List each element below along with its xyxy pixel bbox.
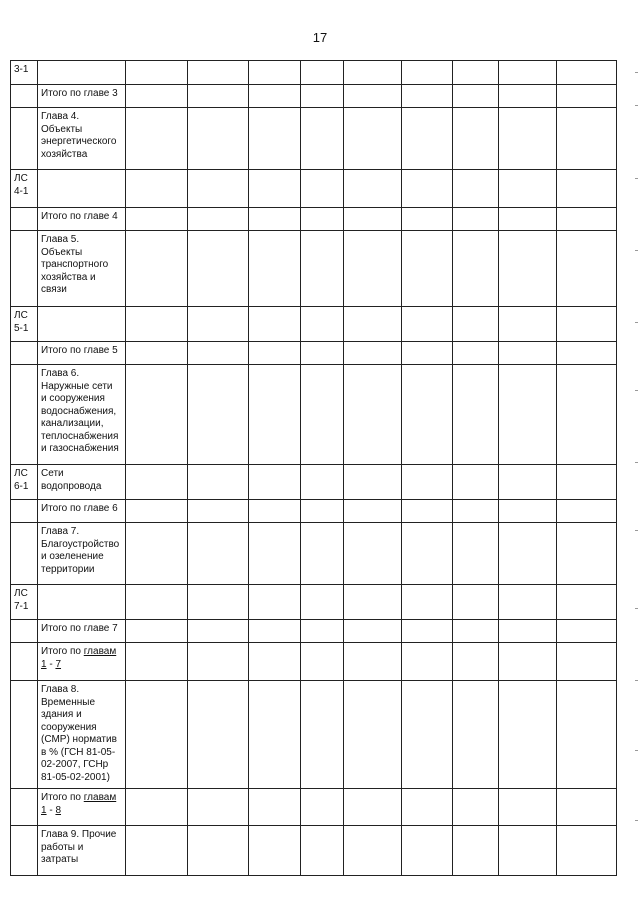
empty-value-cell bbox=[301, 826, 344, 876]
empty-value-cell bbox=[402, 208, 453, 231]
empty-value-cell bbox=[499, 61, 557, 85]
empty-value-cell bbox=[402, 789, 453, 826]
empty-value-cell bbox=[188, 342, 249, 365]
empty-value-cell bbox=[188, 365, 249, 465]
item-name-part: - bbox=[46, 804, 56, 816]
item-name-part: 1 bbox=[41, 658, 47, 670]
empty-value-cell bbox=[249, 61, 301, 85]
empty-value-cell bbox=[301, 465, 344, 500]
estimate-code-cell bbox=[11, 108, 38, 170]
estimate-code-cell: ЛС 7-1 bbox=[11, 585, 38, 620]
empty-value-cell bbox=[453, 585, 499, 620]
empty-value-cell bbox=[249, 643, 301, 681]
estimate-code-cell bbox=[11, 789, 38, 826]
table-row bbox=[11, 61, 617, 85]
empty-value-cell bbox=[126, 365, 188, 465]
empty-value-cell bbox=[402, 465, 453, 500]
empty-value-cell bbox=[453, 826, 499, 876]
empty-value-cell bbox=[344, 826, 402, 876]
empty-value-cell bbox=[126, 342, 188, 365]
estimate-code-cell bbox=[11, 365, 38, 465]
empty-value-cell bbox=[402, 826, 453, 876]
empty-value-cell bbox=[453, 643, 499, 681]
table-row bbox=[11, 500, 617, 523]
empty-value-cell bbox=[557, 365, 617, 465]
empty-value-cell bbox=[126, 681, 188, 789]
empty-value-cell bbox=[301, 108, 344, 170]
item-name-part: главам bbox=[83, 646, 117, 657]
empty-value-cell bbox=[344, 365, 402, 465]
empty-value-cell bbox=[344, 208, 402, 231]
empty-value-cell bbox=[499, 108, 557, 170]
empty-value-cell bbox=[499, 523, 557, 585]
empty-value-cell bbox=[557, 500, 617, 523]
table-body bbox=[11, 61, 617, 876]
table-row bbox=[11, 208, 617, 231]
empty-value-cell bbox=[499, 170, 557, 208]
empty-value-cell bbox=[557, 61, 617, 85]
table-row bbox=[11, 231, 617, 307]
empty-value-cell bbox=[499, 231, 557, 307]
scan-edge-marks bbox=[633, 60, 640, 880]
empty-value-cell bbox=[301, 307, 344, 342]
empty-value-cell bbox=[126, 231, 188, 307]
empty-value-cell bbox=[344, 789, 402, 826]
estimate-code-cell bbox=[11, 523, 38, 585]
item-name-cell: Итого по главе 7 bbox=[38, 620, 126, 643]
empty-value-cell bbox=[126, 643, 188, 681]
empty-value-cell bbox=[402, 108, 453, 170]
empty-value-cell bbox=[557, 643, 617, 681]
empty-value-cell bbox=[249, 208, 301, 231]
empty-value-cell bbox=[188, 681, 249, 789]
empty-value-cell bbox=[344, 61, 402, 85]
table-row bbox=[11, 523, 617, 585]
empty-value-cell bbox=[453, 465, 499, 500]
empty-value-cell bbox=[344, 108, 402, 170]
item-name-part: 7 bbox=[55, 658, 62, 670]
empty-value-cell bbox=[188, 585, 249, 620]
table-row bbox=[11, 465, 617, 500]
empty-value-cell bbox=[188, 61, 249, 85]
empty-value-cell bbox=[402, 365, 453, 465]
estimate-code-cell bbox=[11, 826, 38, 876]
table-row bbox=[11, 826, 617, 876]
empty-value-cell bbox=[301, 585, 344, 620]
empty-value-cell bbox=[301, 61, 344, 85]
empty-value-cell bbox=[499, 465, 557, 500]
empty-value-cell bbox=[557, 85, 617, 108]
empty-value-cell bbox=[402, 342, 453, 365]
empty-value-cell bbox=[344, 85, 402, 108]
empty-value-cell bbox=[499, 500, 557, 523]
empty-value-cell bbox=[126, 826, 188, 876]
empty-value-cell bbox=[344, 342, 402, 365]
empty-value-cell bbox=[453, 170, 499, 208]
empty-value-cell bbox=[188, 170, 249, 208]
estimate-code-cell bbox=[11, 681, 38, 789]
item-name-cell bbox=[38, 61, 126, 85]
empty-value-cell bbox=[301, 231, 344, 307]
estimate-code-cell: 3-1 bbox=[11, 61, 38, 85]
item-name-cell: Итого по главе 6 bbox=[38, 500, 126, 523]
empty-value-cell bbox=[249, 500, 301, 523]
item-name-part: главам bbox=[83, 792, 117, 803]
empty-value-cell bbox=[453, 342, 499, 365]
empty-value-cell bbox=[249, 231, 301, 307]
empty-value-cell bbox=[301, 523, 344, 585]
empty-value-cell bbox=[557, 170, 617, 208]
empty-value-cell bbox=[301, 500, 344, 523]
empty-value-cell bbox=[344, 643, 402, 681]
empty-value-cell bbox=[557, 585, 617, 620]
empty-value-cell bbox=[249, 465, 301, 500]
item-name-cell: Глава 5. Объекты транспортного хозяйства и связи bbox=[38, 231, 126, 307]
empty-value-cell bbox=[188, 826, 249, 876]
empty-value-cell bbox=[453, 307, 499, 342]
empty-value-cell bbox=[402, 523, 453, 585]
empty-value-cell bbox=[188, 523, 249, 585]
empty-value-cell bbox=[453, 681, 499, 789]
empty-value-cell bbox=[499, 620, 557, 643]
empty-value-cell bbox=[402, 681, 453, 789]
estimate-code-cell bbox=[11, 500, 38, 523]
empty-value-cell bbox=[557, 342, 617, 365]
empty-value-cell bbox=[453, 523, 499, 585]
empty-value-cell bbox=[344, 170, 402, 208]
empty-value-cell bbox=[557, 465, 617, 500]
estimate-code-cell: ЛС 4-1 bbox=[11, 170, 38, 208]
empty-value-cell bbox=[344, 585, 402, 620]
empty-value-cell bbox=[344, 465, 402, 500]
empty-value-cell bbox=[301, 208, 344, 231]
empty-value-cell bbox=[402, 170, 453, 208]
empty-value-cell bbox=[402, 61, 453, 85]
estimate-code-cell bbox=[11, 231, 38, 307]
item-name-cell: Глава 8. Временные здания и сооружения (СМР) норматив в % (ГСН 81-05- 02-2007, ГСНр 81-05-02-2001) bbox=[38, 681, 126, 789]
empty-value-cell bbox=[126, 523, 188, 585]
empty-value-cell bbox=[301, 85, 344, 108]
empty-value-cell bbox=[188, 643, 249, 681]
empty-value-cell bbox=[453, 231, 499, 307]
empty-value-cell bbox=[301, 170, 344, 208]
table-row bbox=[11, 585, 617, 620]
empty-value-cell bbox=[126, 85, 188, 108]
empty-value-cell bbox=[453, 500, 499, 523]
empty-value-cell bbox=[402, 85, 453, 108]
empty-value-cell bbox=[402, 620, 453, 643]
empty-value-cell bbox=[557, 108, 617, 170]
empty-value-cell bbox=[301, 789, 344, 826]
empty-value-cell bbox=[188, 620, 249, 643]
table-row bbox=[11, 108, 617, 170]
empty-value-cell bbox=[188, 789, 249, 826]
table-row bbox=[11, 789, 617, 826]
empty-value-cell bbox=[126, 208, 188, 231]
table-row bbox=[11, 307, 617, 342]
empty-value-cell bbox=[126, 170, 188, 208]
empty-value-cell bbox=[453, 108, 499, 170]
item-name-cell: Итого по главе 4 bbox=[38, 208, 126, 231]
empty-value-cell bbox=[188, 231, 249, 307]
table-row bbox=[11, 85, 617, 108]
empty-value-cell bbox=[453, 365, 499, 465]
empty-value-cell bbox=[499, 826, 557, 876]
empty-value-cell bbox=[188, 500, 249, 523]
empty-value-cell bbox=[499, 208, 557, 231]
empty-value-cell bbox=[249, 826, 301, 876]
empty-value-cell bbox=[557, 620, 617, 643]
item-name-cell: Итого по главе 5 bbox=[38, 342, 126, 365]
empty-value-cell bbox=[249, 85, 301, 108]
empty-value-cell bbox=[126, 620, 188, 643]
empty-value-cell bbox=[126, 789, 188, 826]
empty-value-cell bbox=[188, 465, 249, 500]
estimate-code-cell bbox=[11, 85, 38, 108]
item-name-cell bbox=[38, 643, 126, 681]
empty-value-cell bbox=[557, 208, 617, 231]
estimate-table bbox=[10, 60, 617, 876]
item-name-cell: Сети водопровода bbox=[38, 465, 126, 500]
item-name-part: - bbox=[46, 658, 56, 670]
empty-value-cell bbox=[301, 342, 344, 365]
empty-value-cell bbox=[344, 523, 402, 585]
empty-value-cell bbox=[249, 620, 301, 643]
empty-value-cell bbox=[499, 307, 557, 342]
empty-value-cell bbox=[557, 231, 617, 307]
item-name-cell: Итого по главе 3 bbox=[38, 85, 126, 108]
table-row bbox=[11, 170, 617, 208]
empty-value-cell bbox=[402, 231, 453, 307]
empty-value-cell bbox=[557, 826, 617, 876]
empty-value-cell bbox=[249, 789, 301, 826]
empty-value-cell bbox=[249, 170, 301, 208]
item-name-part: 1 bbox=[41, 804, 47, 816]
item-name-cell: Глава 7. Благоустройство и озеленение территории bbox=[38, 523, 126, 585]
item-name-cell: Глава 9. Прочие работы и затраты bbox=[38, 826, 126, 876]
empty-value-cell bbox=[453, 85, 499, 108]
empty-value-cell bbox=[126, 585, 188, 620]
empty-value-cell bbox=[499, 681, 557, 789]
empty-value-cell bbox=[126, 500, 188, 523]
empty-value-cell bbox=[499, 585, 557, 620]
empty-value-cell bbox=[188, 208, 249, 231]
empty-value-cell bbox=[249, 523, 301, 585]
item-name-cell: Глава 4. Объекты энергетического хозяйства bbox=[38, 108, 126, 170]
empty-value-cell bbox=[126, 61, 188, 85]
item-name-cell bbox=[38, 170, 126, 208]
table-row bbox=[11, 643, 617, 681]
item-name-part: Итого по bbox=[41, 646, 84, 657]
item-name-cell: Глава 6. Наружные сети и сооружения водоснабжения, канализации, теплоснабжения и газоснабжения bbox=[38, 365, 126, 465]
empty-value-cell bbox=[453, 789, 499, 826]
estimate-code-cell bbox=[11, 208, 38, 231]
empty-value-cell bbox=[499, 643, 557, 681]
item-name-part: Итого по bbox=[41, 792, 84, 803]
empty-value-cell bbox=[301, 365, 344, 465]
empty-value-cell bbox=[301, 643, 344, 681]
table-row bbox=[11, 620, 617, 643]
empty-value-cell bbox=[402, 307, 453, 342]
empty-value-cell bbox=[249, 365, 301, 465]
table-row bbox=[11, 365, 617, 465]
empty-value-cell bbox=[453, 620, 499, 643]
empty-value-cell bbox=[557, 681, 617, 789]
empty-value-cell bbox=[344, 307, 402, 342]
empty-value-cell bbox=[188, 307, 249, 342]
estimate-code-cell bbox=[11, 342, 38, 365]
empty-value-cell bbox=[301, 620, 344, 643]
item-name-cell bbox=[38, 307, 126, 342]
item-name-part: 8 bbox=[55, 804, 62, 816]
empty-value-cell bbox=[344, 231, 402, 307]
empty-value-cell bbox=[249, 585, 301, 620]
empty-value-cell bbox=[344, 620, 402, 643]
empty-value-cell bbox=[126, 307, 188, 342]
empty-value-cell bbox=[557, 523, 617, 585]
empty-value-cell bbox=[301, 681, 344, 789]
empty-value-cell bbox=[249, 681, 301, 789]
estimate-code-cell: ЛС 5-1 bbox=[11, 307, 38, 342]
empty-value-cell bbox=[499, 85, 557, 108]
empty-value-cell bbox=[402, 643, 453, 681]
table-row bbox=[11, 342, 617, 365]
empty-value-cell bbox=[499, 365, 557, 465]
page-number: 17 bbox=[312, 30, 328, 45]
estimate-code-cell bbox=[11, 620, 38, 643]
empty-value-cell bbox=[249, 108, 301, 170]
empty-value-cell bbox=[402, 585, 453, 620]
empty-value-cell bbox=[557, 789, 617, 826]
estimate-code-cell bbox=[11, 643, 38, 681]
empty-value-cell bbox=[344, 500, 402, 523]
empty-value-cell bbox=[402, 500, 453, 523]
empty-value-cell bbox=[453, 61, 499, 85]
empty-value-cell bbox=[499, 789, 557, 826]
empty-value-cell bbox=[188, 108, 249, 170]
item-name-cell bbox=[38, 789, 126, 826]
empty-value-cell bbox=[453, 208, 499, 231]
empty-value-cell bbox=[344, 681, 402, 789]
empty-value-cell bbox=[249, 342, 301, 365]
estimate-code-cell: ЛС 6-1 bbox=[11, 465, 38, 500]
item-name-cell bbox=[38, 585, 126, 620]
empty-value-cell bbox=[188, 85, 249, 108]
empty-value-cell bbox=[249, 307, 301, 342]
empty-value-cell bbox=[557, 307, 617, 342]
empty-value-cell bbox=[499, 342, 557, 365]
empty-value-cell bbox=[126, 465, 188, 500]
empty-value-cell bbox=[126, 108, 188, 170]
table-row bbox=[11, 681, 617, 789]
